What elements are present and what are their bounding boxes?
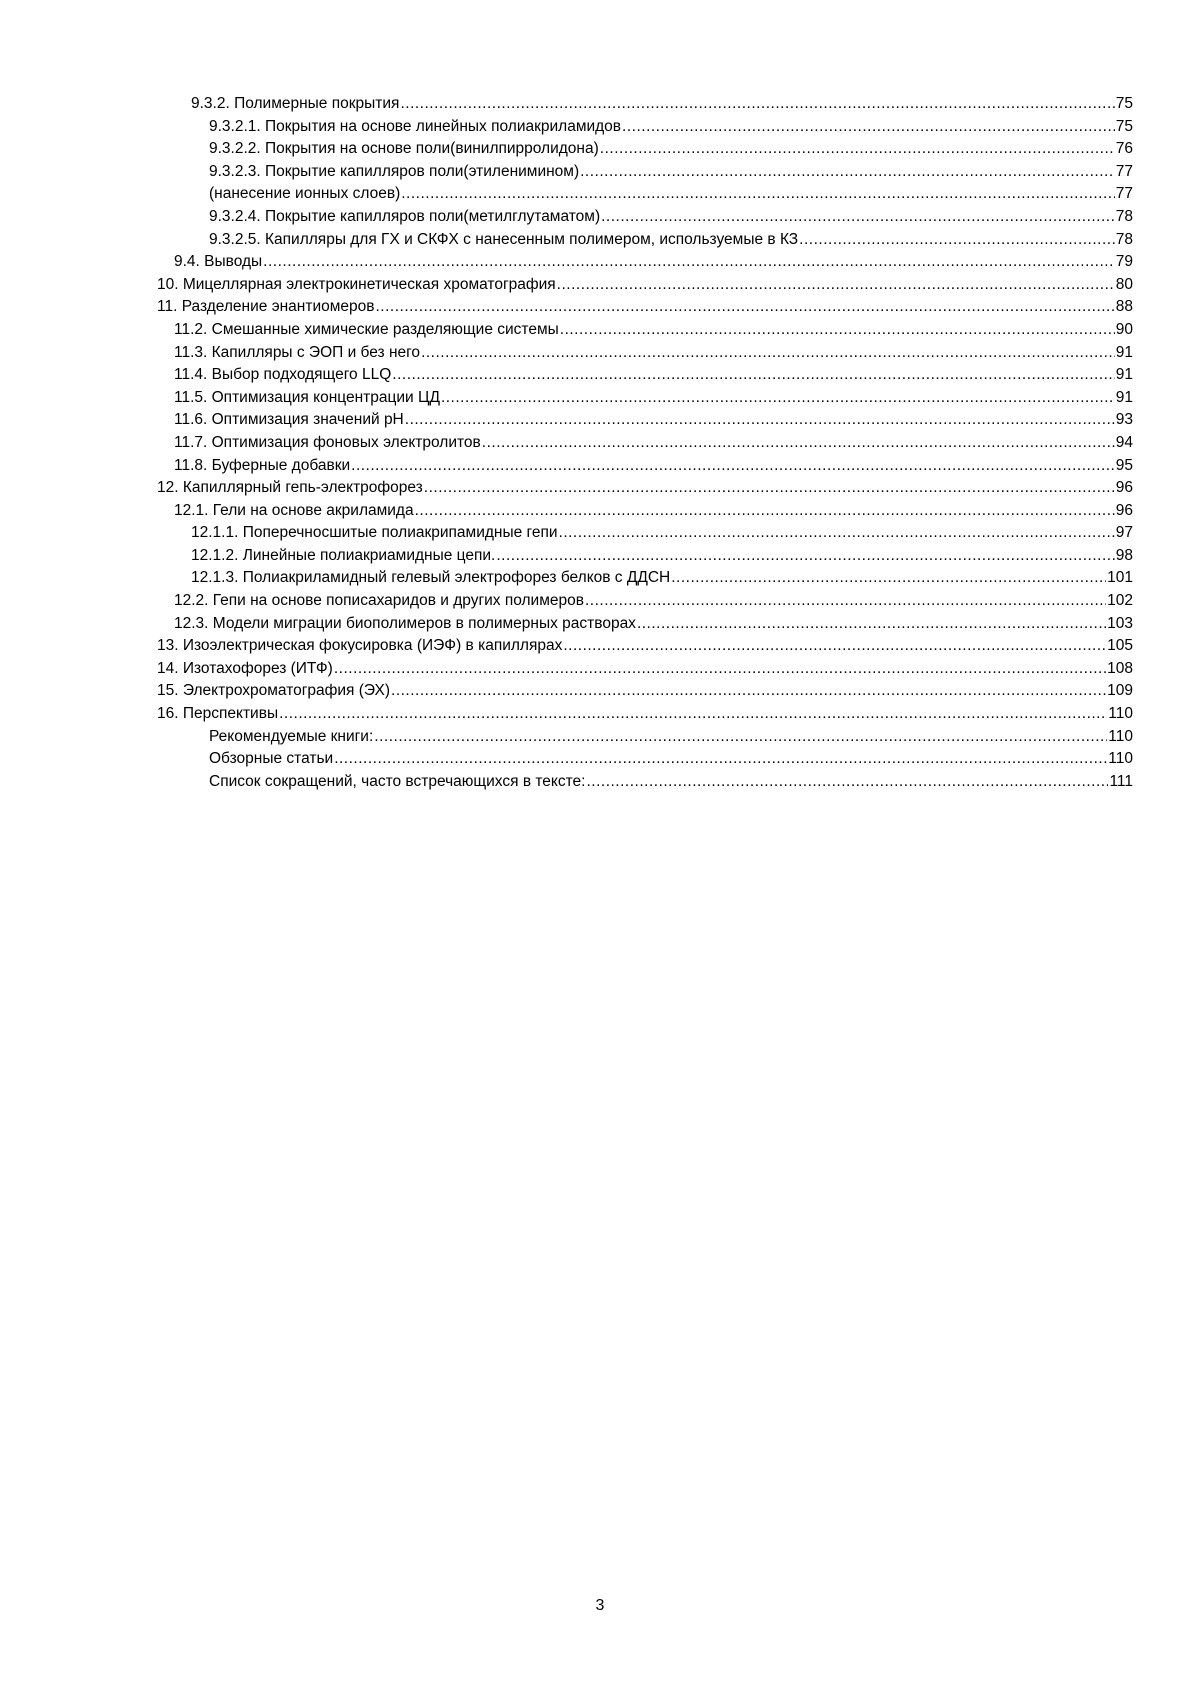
toc-entry-title: Рекомендуемые книги: [209,727,374,745]
toc-entry [157,409,1133,432]
toc-dot-leader [585,590,1106,613]
toc-entry-title: 12.1. Гели на основе акриламида [174,501,414,519]
toc-entry-page: 101 [1107,569,1133,587]
toc-entry-title: (нанесение ионных слоев) [209,185,401,203]
toc-entry [157,206,1133,229]
toc-entry-page: 91 [1115,388,1133,406]
toc-entry-page: 76 [1115,140,1133,158]
toc-entry [157,364,1133,387]
toc-entry-title: 9.3.2.3. Покрытие капилляров поли(этиленимином) [209,162,580,180]
toc-entry-page: 97 [1115,524,1133,542]
toc-dot-leader [334,658,1106,681]
toc-dot-leader [600,138,1115,161]
toc-dot-leader [560,319,1115,342]
toc-entry-page: 105 [1107,637,1133,655]
toc-dot-leader [671,567,1106,590]
toc-dot-leader [441,387,1115,410]
toc-entry [157,771,1133,794]
toc-entry [157,545,1133,568]
toc-dot-leader [351,455,1115,478]
toc-entry-title: 13. Изоэлектрическая фокусировка (ИЭФ) в капиллярах [157,637,563,655]
toc-entry [157,116,1133,139]
toc-dot-leader [601,206,1115,229]
toc-entry [157,183,1133,206]
toc-entry [157,274,1133,297]
toc-entry-title: 15. Электрохроматография (ЭХ) [157,682,391,700]
toc-entry-page: 94 [1115,433,1133,451]
toc-entry [157,342,1133,365]
toc-dot-leader [799,229,1115,252]
toc-entry-title: Обзорные статьи [209,750,334,768]
toc-entry-title: 12.1.3. Полиакриламидный гелевый электрофорез белков с ДДСН [191,569,671,587]
toc-dot-leader [424,477,1115,500]
toc-entry [157,387,1133,410]
toc-entry [157,613,1133,636]
toc-entry-page: 96 [1115,479,1133,497]
toc-entry-page: 88 [1115,298,1133,316]
toc-entry-title: 11.6. Оптимизация значений pH [174,411,404,429]
toc-entry-title: 9.3.2.2. Покрытия на основе поли(винилпирролидона) [209,140,599,158]
toc-dot-leader [563,635,1106,658]
toc-entry [157,680,1133,703]
toc-entry-page: 102 [1107,592,1133,610]
toc-entry [157,138,1133,161]
toc-entry-page: 91 [1115,343,1133,361]
toc-dot-leader [580,161,1115,184]
toc-entry-title: 11.5. Оптимизация концентрации ЦД [174,388,440,406]
toc-entry [157,703,1133,726]
toc-entry-title: 11.8. Буферные добавки [174,456,351,474]
toc-dot-leader [637,613,1106,636]
toc-entry [157,567,1133,590]
toc-dot-leader [392,364,1114,387]
toc-entry [157,477,1133,500]
toc-entry-page: 79 [1115,253,1133,271]
toc-entry [157,161,1133,184]
toc-dot-leader [622,116,1115,139]
table-of-contents [157,93,1133,793]
toc-entry [157,522,1133,545]
toc-dot-leader [400,93,1114,116]
toc-entry [157,455,1133,478]
toc-entry-title: 9.3.2.1. Покрытия на основе линейных полиакриламидов [209,117,622,135]
toc-entry-title: Список сокращений, часто встречающихся в тексте: [209,772,586,790]
toc-entry-title: 11. Разделение энантиомеров [157,298,375,316]
toc-entry [157,432,1133,455]
toc-entry-title: 11.7. Оптимизация фоновых электролитов [174,433,481,451]
toc-entry-page: 98 [1115,546,1133,564]
toc-entry [157,726,1133,749]
toc-entry-page: 91 [1115,366,1133,384]
toc-entry-title: 16. Перспективы [157,705,279,723]
toc-entry-title: 14. Изотахофорез (ИТФ) [157,659,333,677]
toc-entry-page: 103 [1107,614,1133,632]
toc-entry-page: 93 [1115,411,1133,429]
toc-entry-title: 11.4. Выбор подходящего LLQ [174,366,392,384]
toc-entry-title: 9.3.2.5. Капилляры для ГХ и СКФХ с нанесенным полимером, используемые в КЗ [209,230,799,248]
toc-entry-page: 96 [1115,501,1133,519]
toc-entry-title: 12. Капиллярный гепь-электрофорез [157,479,423,497]
toc-entry [157,500,1133,523]
toc-entry [157,93,1133,116]
toc-entry [157,748,1133,771]
toc-dot-leader [415,500,1115,523]
toc-dot-leader [401,183,1115,206]
toc-entry [157,251,1133,274]
toc-entry-title: 11.3. Капилляры с ЭОП и без него [174,343,421,361]
toc-entry [157,229,1133,252]
toc-dot-leader [496,545,1114,568]
toc-entry-title: 12.1.2. Линейные полиакриамидные цепи. [191,546,496,564]
toc-dot-leader [421,342,1115,365]
toc-dot-leader [391,680,1106,703]
toc-entry [157,319,1133,342]
toc-dot-leader [263,251,1115,274]
toc-entry-title: 9.4. Выводы [174,253,263,271]
toc-dot-leader [279,703,1107,726]
toc-entry-title: 9.3.2. Полимерные покрытия [191,95,400,112]
toc-entry-page: 110 [1108,750,1133,768]
page-number: 3 [595,1597,605,1614]
toc-entry-page: 80 [1115,275,1133,293]
toc-entry-title: 12.2. Гепи на основе пописахаридов и других полимеров [174,592,584,610]
toc-dot-leader [375,296,1114,319]
toc-entry-page: 78 [1115,207,1133,225]
toc-entry-page: 110 [1108,705,1133,723]
toc-entry-page: 90 [1115,320,1133,338]
toc-entry [157,296,1133,319]
toc-entry-page: 78 [1115,230,1133,248]
toc-entry-page: 77 [1115,162,1133,180]
toc-entry [157,658,1133,681]
toc-entry-page: 109 [1107,682,1133,700]
toc-entry-page: 77 [1115,185,1133,203]
toc-entry-page: 108 [1107,659,1133,677]
toc-entry [157,590,1133,613]
toc-entry-page: 110 [1108,727,1133,745]
toc-entry-title: 12.1.1. Поперечносшитые полиакрипамидные гепи [191,524,558,542]
toc-entry-title: 9.3.2.4. Покрытие капилляров поли(метилглутаматом) [209,207,601,225]
toc-entry-page: 75 [1115,117,1133,135]
toc-entry-page: 75 [1115,95,1133,112]
toc-dot-leader [374,726,1107,749]
toc-entry-title: 11.2. Смешанные химические разделяющие системы [174,320,559,338]
toc-dot-leader [559,522,1115,545]
toc-entry-title: 12.3. Модели миграции биополимеров в полимерных растворах [174,614,636,632]
toc-entry [157,635,1133,658]
toc-dot-leader [334,748,1107,771]
toc-entry-page: 111 [1109,772,1133,790]
toc-entry-page: 95 [1115,456,1133,474]
toc-dot-leader [557,274,1115,297]
toc-entry-title: 10. Мицеллярная электрокинетическая хроматография [157,275,556,293]
toc-dot-leader [405,409,1115,432]
toc-dot-leader [586,771,1108,794]
toc-dot-leader [482,432,1115,455]
